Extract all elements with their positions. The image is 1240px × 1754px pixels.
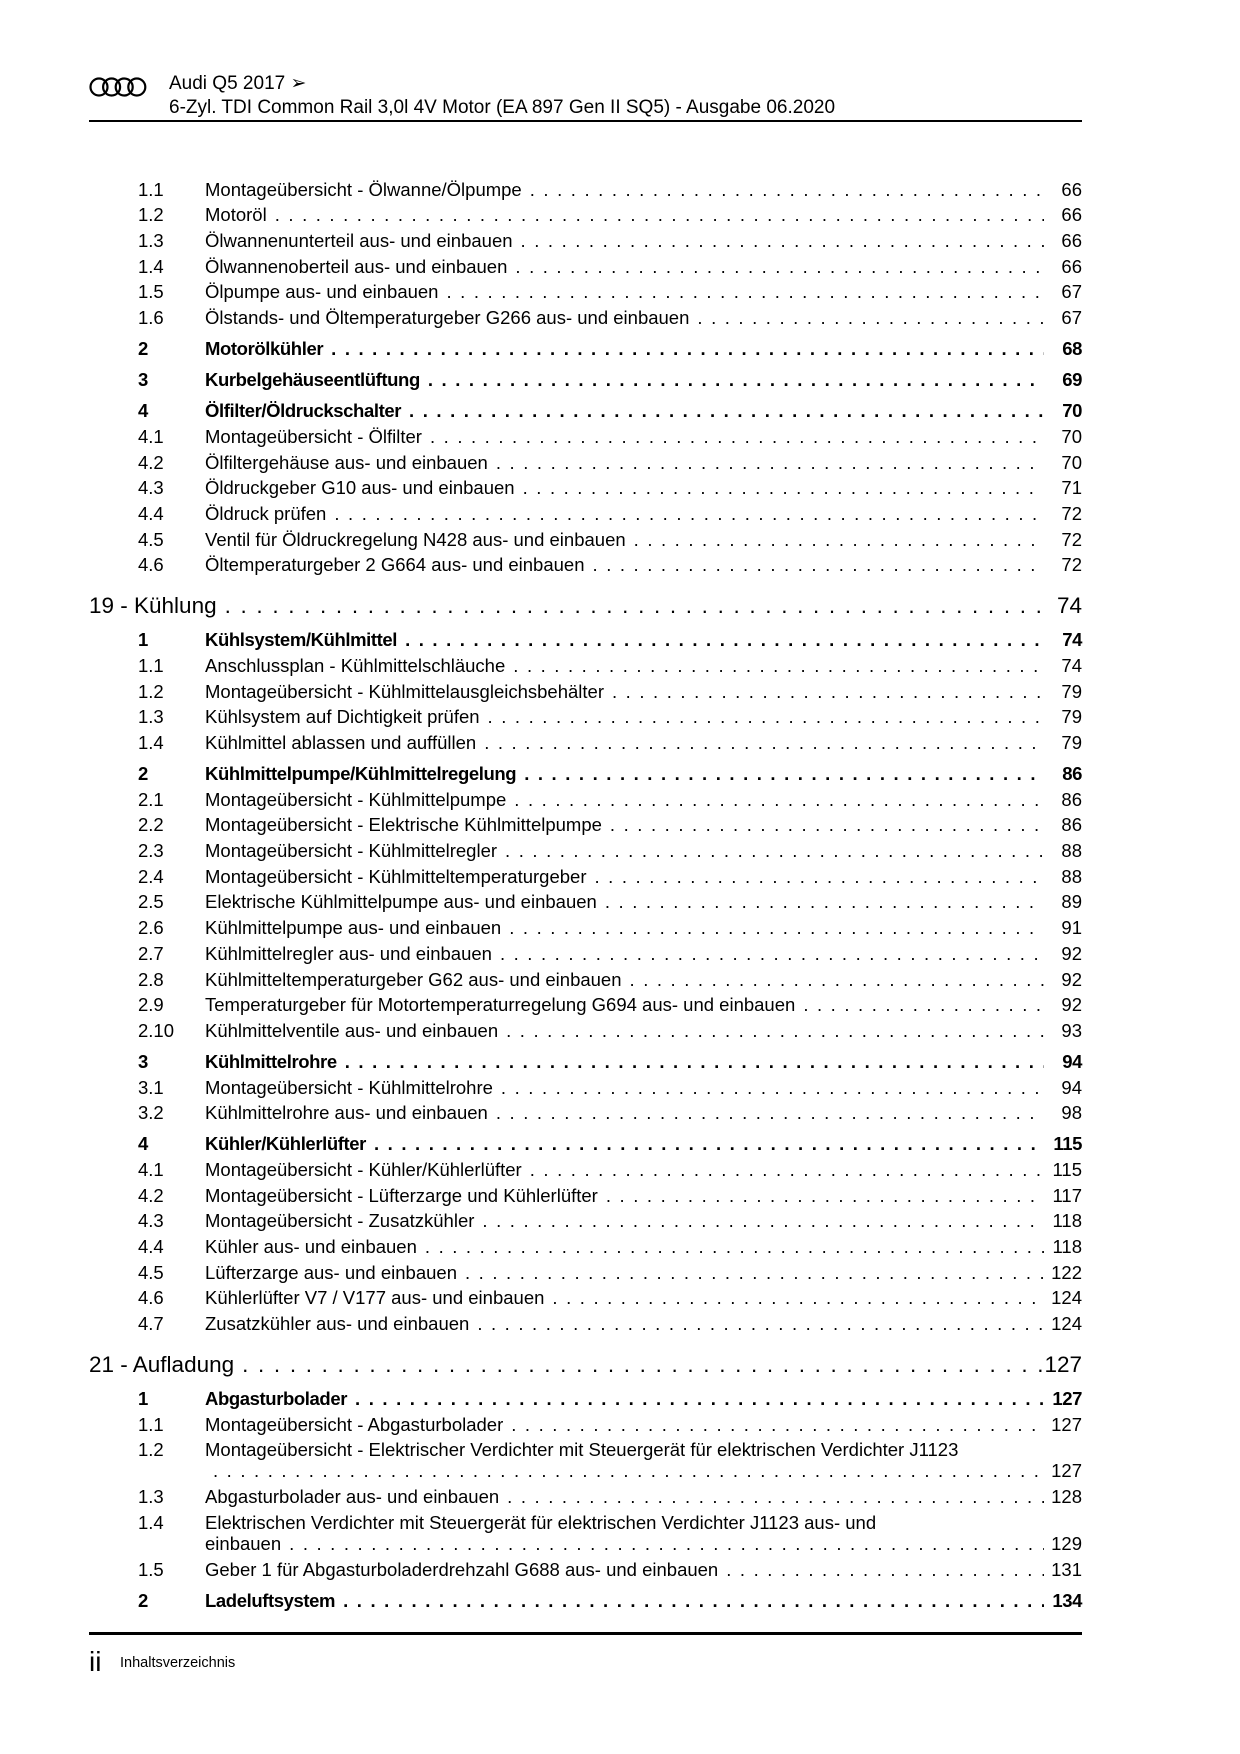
dot-leader xyxy=(505,840,1044,861)
toc-page: 131 xyxy=(1051,1558,1082,1580)
toc-page: 86 xyxy=(1061,788,1082,810)
toc-section[interactable] xyxy=(89,1580,1082,1611)
toc-entry[interactable] xyxy=(89,1308,1082,1334)
dot-leader xyxy=(523,477,1044,498)
toc-number: 1.4 xyxy=(138,1511,164,1533)
toc-entry[interactable] xyxy=(89,473,1082,499)
toc-title: Kühlmittelrohre aus- und einbauen xyxy=(205,1102,488,1124)
dot-leader xyxy=(530,179,1044,200)
toc-number: 3.1 xyxy=(138,1076,164,1098)
toc-section[interactable] xyxy=(89,619,1082,650)
toc-page: 118 xyxy=(1052,1236,1082,1257)
dot-leader xyxy=(496,1102,1044,1123)
toc-number: 1.5 xyxy=(138,281,164,303)
toc-number: 1.3 xyxy=(138,706,164,728)
toc-page: 91 xyxy=(1061,917,1082,939)
dot-leader xyxy=(552,1287,1044,1308)
toc-entry[interactable] xyxy=(89,1231,1082,1257)
toc-number: 1.4 xyxy=(138,732,164,753)
dot-leader xyxy=(343,1590,1044,1611)
toc-title: Temperaturgeber für Motortemperaturregelung G694 aus- und einbauen xyxy=(205,994,796,1016)
toc-number: 4.3 xyxy=(138,1210,164,1232)
dot-leader xyxy=(242,1352,1044,1378)
toc-number: 4.6 xyxy=(138,1287,164,1309)
dot-leader xyxy=(610,814,1044,835)
toc-title: Montageübersicht - Kühlmittelregler xyxy=(205,840,498,862)
toc-entry[interactable] xyxy=(89,200,1082,226)
toc-number: 3 xyxy=(138,1050,148,1072)
toc-title: Montageübersicht - Kühlmittelpumpe xyxy=(205,788,507,810)
toc-title: Kühlmittel ablassen und auffüllen xyxy=(205,732,477,753)
toc-page: 127 xyxy=(1044,1352,1082,1378)
toc-section[interactable] xyxy=(89,1123,1082,1154)
toc-title: Anschlussplan - Kühlmittelschläuche xyxy=(205,654,506,676)
toc-page: 92 xyxy=(1061,968,1082,990)
toc-title: Ölfilter/Öldruckschalter xyxy=(205,400,402,422)
toc-entry[interactable] xyxy=(89,1098,1082,1124)
toc-number: 1.2 xyxy=(138,204,164,226)
toc-title: Geber 1 für Abgasturboladerdrehzahl G688 aus- und einbauen xyxy=(205,1558,719,1580)
dot-leader xyxy=(275,204,1044,225)
toc-number: 4 xyxy=(138,1133,148,1155)
toc-title: Kühlmittelrohre xyxy=(205,1050,337,1072)
dot-leader xyxy=(509,917,1044,938)
toc-title: 21 - Aufladung xyxy=(89,1352,235,1378)
audi-rings-logo xyxy=(89,76,147,98)
dot-leader xyxy=(213,1460,1044,1481)
toc-entry[interactable] xyxy=(89,447,1082,473)
toc-number: 2.5 xyxy=(138,891,164,913)
toc-title: Öldruck prüfen xyxy=(205,502,327,524)
toc-entry[interactable] xyxy=(89,1481,1082,1507)
toc-entry[interactable] xyxy=(89,174,1082,200)
dot-leader xyxy=(612,681,1044,702)
toc-page: 134 xyxy=(1052,1589,1082,1611)
toc-page: 66 xyxy=(1061,255,1082,277)
toc-title: Kühlmittelregler aus- und einbauen xyxy=(205,942,492,964)
dot-leader xyxy=(331,338,1044,359)
toc-number: 1.2 xyxy=(138,680,164,702)
toc-page: 127 xyxy=(1051,1413,1082,1435)
toc-entry[interactable] xyxy=(89,277,1082,303)
dot-leader xyxy=(374,1133,1044,1154)
toc-number: 4.1 xyxy=(138,425,164,447)
toc-page: 92 xyxy=(1061,942,1082,964)
dot-leader xyxy=(515,256,1044,277)
toc-page: 72 xyxy=(1061,528,1082,550)
footer-page-number: ii xyxy=(89,1646,102,1677)
toc-page: 115 xyxy=(1052,1158,1082,1180)
toc-title: Kühlerlüfter V7 / V177 aus- und einbauen xyxy=(205,1287,545,1309)
toc-number: 1.5 xyxy=(138,1558,164,1580)
toc-page: 94 xyxy=(1061,1076,1082,1098)
dot-leader xyxy=(465,1262,1044,1283)
toc-title: Zusatzkühler aus- und einbauen xyxy=(205,1313,470,1335)
toc-number: 1 xyxy=(138,629,148,651)
toc-title: Montageübersicht - Kühler/Kühlerlüfter xyxy=(205,1158,522,1180)
dot-leader xyxy=(500,943,1044,964)
toc-page: 71 xyxy=(1061,477,1082,499)
dot-leader xyxy=(630,969,1044,990)
toc-title: Öltemperaturgeber 2 G664 aus- und einbauen xyxy=(205,554,585,576)
toc-page: 92 xyxy=(1061,994,1082,1016)
dot-leader xyxy=(803,994,1044,1015)
toc-entry[interactable] xyxy=(89,225,1082,251)
toc-number: 4.1 xyxy=(138,1158,164,1180)
toc-page: 67 xyxy=(1061,281,1082,303)
toc-title: Kühlmittelventile aus- und einbauen xyxy=(205,1019,499,1041)
toc-title: Montageübersicht - Kühlmitteltemperaturgeber xyxy=(205,865,587,887)
toc-page: 74 xyxy=(1061,654,1082,676)
dot-leader xyxy=(484,732,1044,753)
toc-title: Elektrischen Verdichter mit Steuergerät für elektrischen Verdichter J1123 aus- und xyxy=(205,1511,877,1533)
toc-page: 68 xyxy=(1062,338,1082,360)
dot-leader xyxy=(606,1185,1044,1206)
toc-entry[interactable] xyxy=(89,1554,1082,1580)
toc-page: 79 xyxy=(1061,706,1082,728)
toc-title: Montageübersicht - Abgasturbolader xyxy=(205,1413,504,1435)
toc-number: 2.3 xyxy=(138,840,164,862)
toc-entry[interactable] xyxy=(89,1435,1082,1482)
dot-leader xyxy=(595,866,1045,887)
toc-page: 70 xyxy=(1061,451,1082,473)
toc-entry[interactable] xyxy=(89,887,1082,913)
toc-entry[interactable] xyxy=(89,498,1082,524)
dot-leader xyxy=(428,369,1044,390)
toc-title: Ölfiltergehäuse aus- und einbauen xyxy=(205,451,488,473)
toc-title: Kühlmitteltemperaturgeber G62 aus- und einbauen xyxy=(205,968,622,990)
toc-title: Elektrische Kühlmittelpumpe aus- und einbauen xyxy=(205,891,597,913)
toc-entry[interactable] xyxy=(89,938,1082,964)
toc-page: 124 xyxy=(1051,1287,1082,1309)
dot-leader xyxy=(289,1533,1044,1554)
toc-title-continued: einbauen xyxy=(205,1532,282,1554)
dot-leader xyxy=(425,1236,1044,1257)
toc-page: 66 xyxy=(1061,230,1082,252)
dot-leader xyxy=(334,503,1044,524)
toc-title: Montageübersicht - Kühlmittelausgleichsbehälter xyxy=(205,680,604,702)
toc-number: 4.2 xyxy=(138,1184,164,1206)
toc-page: 69 xyxy=(1062,369,1082,391)
toc-section[interactable] xyxy=(89,390,1082,421)
dot-leader xyxy=(355,1388,1044,1409)
toc-page: 94 xyxy=(1062,1050,1082,1072)
toc-number: 3.2 xyxy=(138,1102,164,1124)
toc-number: 4.3 xyxy=(138,477,164,499)
footer-section-title: Inhaltsverzeichnis xyxy=(120,1655,236,1671)
dot-leader xyxy=(488,706,1044,727)
dot-leader xyxy=(511,1414,1044,1435)
toc-section[interactable] xyxy=(89,1041,1082,1072)
toc-section[interactable] xyxy=(89,753,1082,784)
toc-title: 19 - Kühlung xyxy=(89,593,217,619)
toc-chapter[interactable] xyxy=(89,575,1082,619)
toc-section[interactable] xyxy=(89,1378,1082,1409)
table-of-contents xyxy=(89,174,1082,1611)
header-model: Audi Q5 2017 ➢ xyxy=(169,73,307,94)
toc-number: 4.7 xyxy=(138,1313,164,1335)
toc-number: 2.6 xyxy=(138,917,164,939)
toc-entry[interactable] xyxy=(89,990,1082,1016)
toc-page: 118 xyxy=(1052,1210,1082,1232)
header-divider xyxy=(89,120,1082,122)
toc-entry[interactable] xyxy=(89,676,1082,702)
dot-leader xyxy=(446,281,1044,302)
toc-title: Ölpumpe aus- und einbauen xyxy=(205,281,439,303)
toc-page: 128 xyxy=(1051,1486,1082,1508)
dot-leader xyxy=(514,789,1044,810)
toc-title: Öldruckgeber G10 aus- und einbauen xyxy=(205,477,515,499)
toc-page: 66 xyxy=(1061,178,1082,200)
toc-entry[interactable] xyxy=(89,550,1082,576)
toc-number: 1.6 xyxy=(138,307,164,329)
dot-leader xyxy=(513,655,1044,676)
toc-entry[interactable] xyxy=(89,964,1082,990)
toc-number: 4.4 xyxy=(138,1236,164,1257)
toc-title: Montageübersicht - Ölwanne/Ölpumpe xyxy=(205,178,522,200)
toc-page: 124 xyxy=(1051,1313,1082,1335)
dot-leader xyxy=(501,1077,1044,1098)
dot-leader xyxy=(634,529,1044,550)
toc-number: 1 xyxy=(138,1388,148,1410)
toc-title: Kühlsystem auf Dichtigkeit prüfen xyxy=(205,706,480,728)
toc-title: Ölwannenoberteil aus- und einbauen xyxy=(205,255,508,277)
toc-title: Montageübersicht - Elektrischer Verdichter mit Steuergerät für elektrischen Verdichter J1123 xyxy=(205,1439,959,1461)
dot-leader xyxy=(506,1020,1044,1041)
toc-entry[interactable] xyxy=(89,912,1082,938)
footer-divider xyxy=(89,1632,1082,1635)
toc-title: Montageübersicht - Elektrische Kühlmittelpumpe xyxy=(205,814,602,836)
toc-page: 67 xyxy=(1061,307,1082,329)
toc-title: Kühler/Kühlerlüfter xyxy=(205,1133,366,1155)
toc-number: 2.10 xyxy=(138,1019,175,1041)
toc-entry[interactable] xyxy=(89,524,1082,550)
toc-entry[interactable] xyxy=(89,1283,1082,1309)
toc-number: 2.2 xyxy=(138,814,164,836)
dot-leader xyxy=(697,307,1044,328)
toc-title: Montageübersicht - Ölfilter xyxy=(205,425,422,447)
toc-page: 72 xyxy=(1061,502,1082,524)
toc-number: 4.6 xyxy=(138,554,164,576)
toc-entry[interactable] xyxy=(89,1015,1082,1041)
dot-leader xyxy=(345,1051,1044,1072)
toc-number: 2.1 xyxy=(138,788,164,810)
dot-leader xyxy=(507,1486,1044,1507)
toc-page: 79 xyxy=(1061,732,1082,753)
toc-entry[interactable] xyxy=(89,1072,1082,1098)
toc-entry[interactable] xyxy=(89,810,1082,836)
toc-number: 2.7 xyxy=(138,942,164,964)
toc-title: Ladeluftsystem xyxy=(205,1589,336,1611)
toc-title: Kühlmittelpumpe/Kühlmittelregelung xyxy=(205,763,517,784)
toc-page: 122 xyxy=(1051,1261,1082,1283)
toc-title: Montageübersicht - Zusatzkühler xyxy=(205,1210,475,1232)
toc-page: 74 xyxy=(1056,593,1082,619)
toc-title: Kühler aus- und einbauen xyxy=(205,1236,417,1257)
toc-title: Motorölkühler xyxy=(205,338,324,360)
toc-entry[interactable] xyxy=(89,727,1082,753)
toc-page: 88 xyxy=(1061,865,1082,887)
toc-entry[interactable] xyxy=(89,1257,1082,1283)
toc-title: Montageübersicht - Kühlmittelrohre xyxy=(205,1076,493,1098)
toc-page: 72 xyxy=(1061,554,1082,576)
toc-chapter[interactable] xyxy=(89,1334,1082,1378)
toc-number: 2.4 xyxy=(138,865,164,887)
dot-leader xyxy=(521,230,1044,251)
toc-page: 70 xyxy=(1062,400,1082,422)
toc-page: 88 xyxy=(1061,840,1082,862)
toc-entry[interactable] xyxy=(89,1206,1082,1232)
toc-entry[interactable] xyxy=(89,650,1082,676)
toc-number: 4.2 xyxy=(138,451,164,473)
toc-number: 2.9 xyxy=(138,994,164,1016)
toc-page: 117 xyxy=(1052,1184,1082,1206)
toc-entry[interactable] xyxy=(89,302,1082,328)
toc-number: 2 xyxy=(138,338,148,360)
toc-number: 1.3 xyxy=(138,230,164,252)
dot-leader xyxy=(496,452,1044,473)
toc-title: Ventil für Öldruckregelung N428 aus- und einbauen xyxy=(205,528,626,550)
toc-entry[interactable] xyxy=(89,251,1082,277)
dot-leader xyxy=(605,891,1044,912)
toc-entry[interactable] xyxy=(89,1409,1082,1435)
toc-title: Motoröl xyxy=(205,204,267,226)
toc-page: 74 xyxy=(1062,629,1082,651)
toc-page: 89 xyxy=(1061,891,1082,913)
toc-page: 115 xyxy=(1053,1133,1082,1155)
toc-entry[interactable] xyxy=(89,861,1082,887)
dot-leader xyxy=(409,400,1044,421)
dot-leader xyxy=(225,593,1044,619)
toc-number: 2 xyxy=(138,1589,148,1611)
toc-title: Kühlmittelpumpe aus- und einbauen xyxy=(205,917,502,939)
toc-number: 4.5 xyxy=(138,528,164,550)
toc-number: 1.3 xyxy=(138,1486,164,1508)
toc-title: Montageübersicht - Lüfterzarge und Kühlerlüfter xyxy=(205,1184,598,1206)
toc-entry[interactable] xyxy=(89,784,1082,810)
toc-number: 3 xyxy=(138,369,148,391)
toc-page: 70 xyxy=(1061,425,1082,447)
toc-title: Ölstands- und Öltemperaturgeber G266 aus- und einbauen xyxy=(205,307,690,329)
toc-page: 86 xyxy=(1062,763,1082,784)
toc-title: Lüfterzarge aus- und einbauen xyxy=(205,1261,457,1283)
toc-entry[interactable] xyxy=(89,1180,1082,1206)
toc-section[interactable] xyxy=(89,359,1082,390)
toc-number: 4 xyxy=(138,400,148,422)
toc-page: 79 xyxy=(1061,680,1082,702)
toc-page: 86 xyxy=(1061,814,1082,836)
toc-title: Kurbelgehäuseentlüftung xyxy=(205,369,420,391)
toc-title: Ölwannenunterteil aus- und einbauen xyxy=(205,230,513,252)
dot-leader xyxy=(530,1159,1044,1180)
header-subtitle: 6-Zyl. TDI Common Rail 3,0l 4V Motor (EA 897 Gen II SQ5) - Ausgabe 06.2020 xyxy=(169,97,836,118)
toc-number: 1.2 xyxy=(138,1439,164,1461)
toc-page: 93 xyxy=(1061,1019,1082,1041)
toc-entry[interactable] xyxy=(89,835,1082,861)
toc-number: 4.4 xyxy=(138,502,164,524)
toc-page: 129 xyxy=(1051,1532,1082,1554)
toc-entry[interactable] xyxy=(89,421,1082,447)
toc-number: 1.1 xyxy=(138,654,164,676)
dot-leader xyxy=(430,426,1044,447)
toc-page: 98 xyxy=(1061,1102,1082,1124)
dot-leader xyxy=(524,763,1044,784)
dot-leader xyxy=(405,629,1044,650)
dot-leader xyxy=(477,1313,1044,1334)
dot-leader xyxy=(726,1559,1044,1580)
toc-page: 127 xyxy=(1052,1388,1082,1410)
toc-number: 2 xyxy=(138,763,148,784)
toc-title: Abgasturbolader aus- und einbauen xyxy=(205,1486,500,1508)
toc-number: 2.8 xyxy=(138,968,164,990)
toc-title: Kühlsystem/Kühlmittel xyxy=(205,629,398,651)
dot-leader xyxy=(593,554,1044,575)
toc-entry[interactable] xyxy=(89,702,1082,728)
toc-entry[interactable] xyxy=(89,1154,1082,1180)
toc-number: 1.1 xyxy=(138,178,164,200)
toc-number: 1.1 xyxy=(138,1413,164,1435)
toc-entry[interactable] xyxy=(89,1507,1082,1554)
toc-title: Abgasturbolader xyxy=(205,1388,348,1410)
toc-number: 1.4 xyxy=(138,255,164,277)
toc-page: 127 xyxy=(1051,1460,1082,1482)
dot-leader xyxy=(482,1210,1044,1231)
toc-page: 66 xyxy=(1061,204,1082,226)
toc-section[interactable] xyxy=(89,328,1082,359)
toc-number: 4.5 xyxy=(138,1261,164,1283)
